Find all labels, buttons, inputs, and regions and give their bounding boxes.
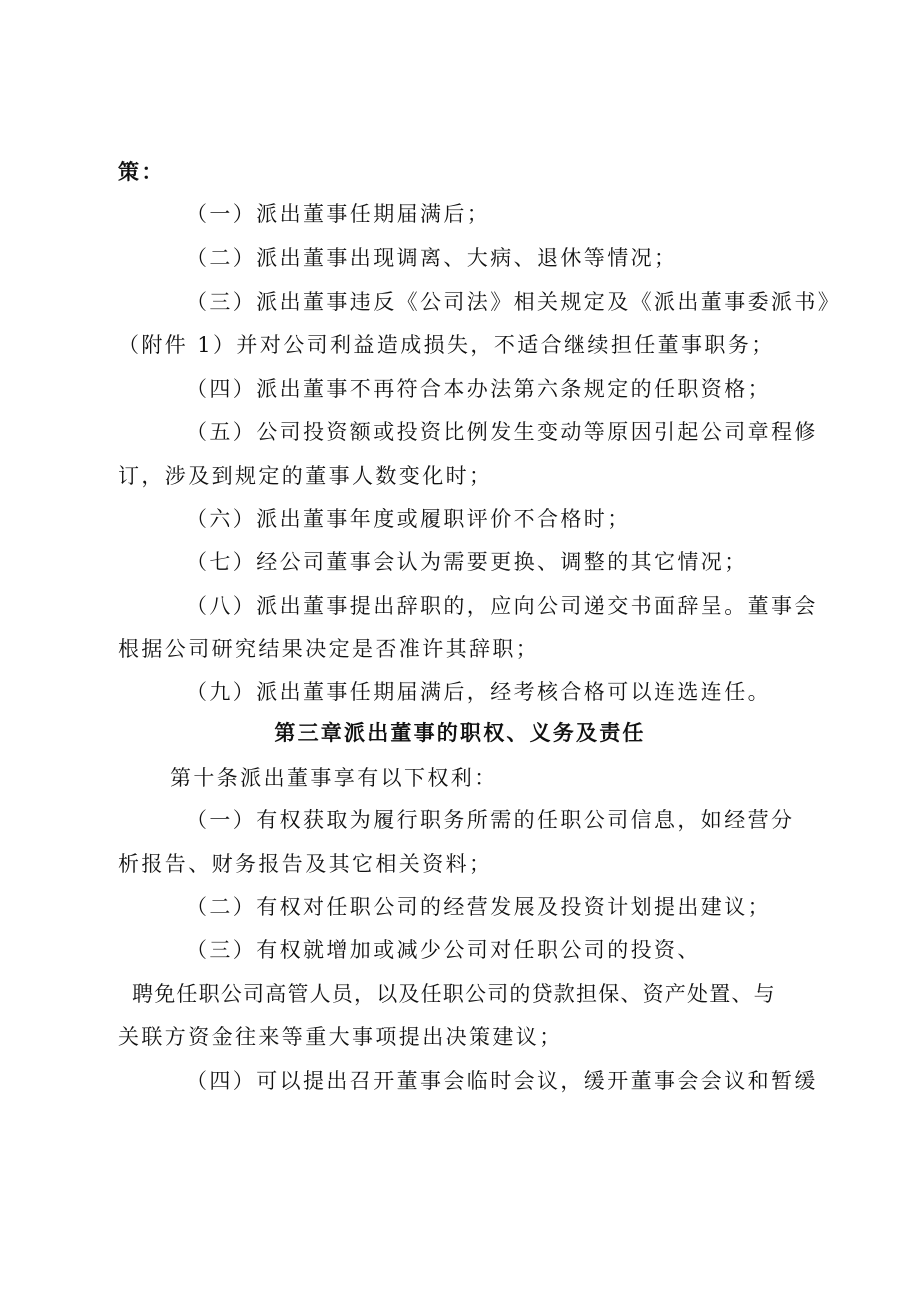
- text-line: （二）有权对任职公司的经营发展及投资计划提出建议；: [186, 895, 771, 919]
- text-line: 关联方资金往来等重大事项提出决策建议；: [118, 1025, 563, 1049]
- text-line: （九）派出董事任期届满后，经考核合格可以连选连任。: [186, 680, 771, 704]
- text-line: （八）派出董事提出辞职的，应向公司递交书面辞呈。董事会: [186, 594, 818, 618]
- text-line: （五）公司投资额或投资比例发生变动等原因引起公司章程修: [186, 420, 818, 444]
- text-line: （三）有权就增加或减少公司对任职公司的投资、: [186, 938, 701, 962]
- text-line: 策：: [118, 159, 165, 184]
- text-line: （六）派出董事年度或履职评价不合格时；: [186, 507, 631, 531]
- text-line: 析报告、财务报告及其它相关资料；: [118, 852, 493, 876]
- text-line: （一）有权获取为履行职务所需的任职公司信息，如经营分: [186, 808, 795, 832]
- text-line: 聘免任职公司高管人员，以及任职公司的贷款担保、资产处置、与: [132, 982, 776, 1006]
- text-line: （四）可以提出召开董事会临时会议，缓开董事会会议和暂缓: [186, 1069, 818, 1093]
- text-line: （三）派出董事违反《公司法》相关规定及《派出董事委派书》: [186, 290, 842, 314]
- text-line: （七）经公司董事会认为需要更换、调整的其它情况；: [186, 550, 748, 574]
- chapter-heading: 第三章派出董事的职权、义务及责任: [274, 721, 646, 745]
- text-line: 根据公司研究结果决定是否准许其辞职；: [118, 637, 540, 661]
- text-line: （四）派出董事不再符合本办法第六条规定的任职资格；: [186, 377, 771, 401]
- text-line: （一）派出董事任期届满后；: [186, 202, 491, 226]
- article-line: 第十条派出董事享有以下权利：: [170, 766, 498, 790]
- text-line: （附件 1）并对公司利益造成损失，不适合继续担任董事职务；: [118, 333, 775, 357]
- text-line: 订，涉及到规定的董事人数变化时；: [118, 464, 493, 488]
- text-line: （二）派出董事出现调离、大病、退休等情况；: [186, 246, 678, 270]
